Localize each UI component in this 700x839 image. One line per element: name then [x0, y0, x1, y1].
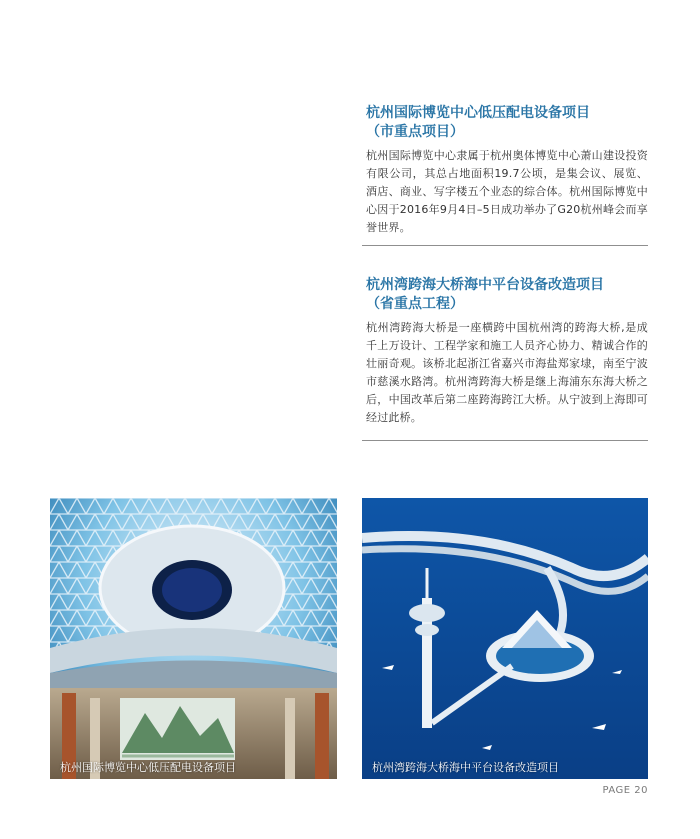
section-bay-bridge [366, 276, 648, 427]
divider [362, 245, 648, 246]
divider [362, 440, 648, 441]
expo-center-photo [50, 498, 337, 779]
dome-illustration [50, 498, 337, 779]
section-body: 杭州国际博览中心隶属于杭州奥体博览中心萧山建设投资有限公司，其总占地面积19.7公顷，是集会议、展览、酒店、商业、写字楼五个业态的综合体。杭州国际博览中心因于2016年9月4日–5日成功举办了G20杭州峰会而享誉世界。 [366, 149, 648, 234]
photo-caption: 杭州湾跨海大桥海中平台设备改造项目 [372, 761, 559, 774]
section-subtitle: （市重点项目） [366, 124, 464, 140]
section-title: 杭州国际博览中心低压配电设备项目 [366, 105, 590, 121]
section-title: 杭州湾跨海大桥海中平台设备改造项目 [366, 277, 604, 293]
bay-bridge-photo [362, 498, 648, 779]
bridge-illustration [362, 498, 648, 779]
photo-caption: 杭州国际博览中心低压配电设备项目 [60, 761, 236, 774]
section-body: 杭州湾跨海大桥是一座横跨中国杭州湾的跨海大桥,是成千上万设计、工程学家和施工人员齐心协力、精诚合作的壮丽奇观。该桥北起浙江省嘉兴市海盐郑家埭，南至宁波市慈溪水路湾。杭州湾跨海大桥是继上海浦东东海大桥之后，中国改革后第二座跨海跨江大桥。从宁波到上海即可经过此桥。 [366, 321, 648, 424]
section-expo-center [366, 104, 648, 237]
section-subtitle: （省重点工程） [366, 296, 464, 312]
page-number: PAGE 20 [602, 785, 648, 796]
